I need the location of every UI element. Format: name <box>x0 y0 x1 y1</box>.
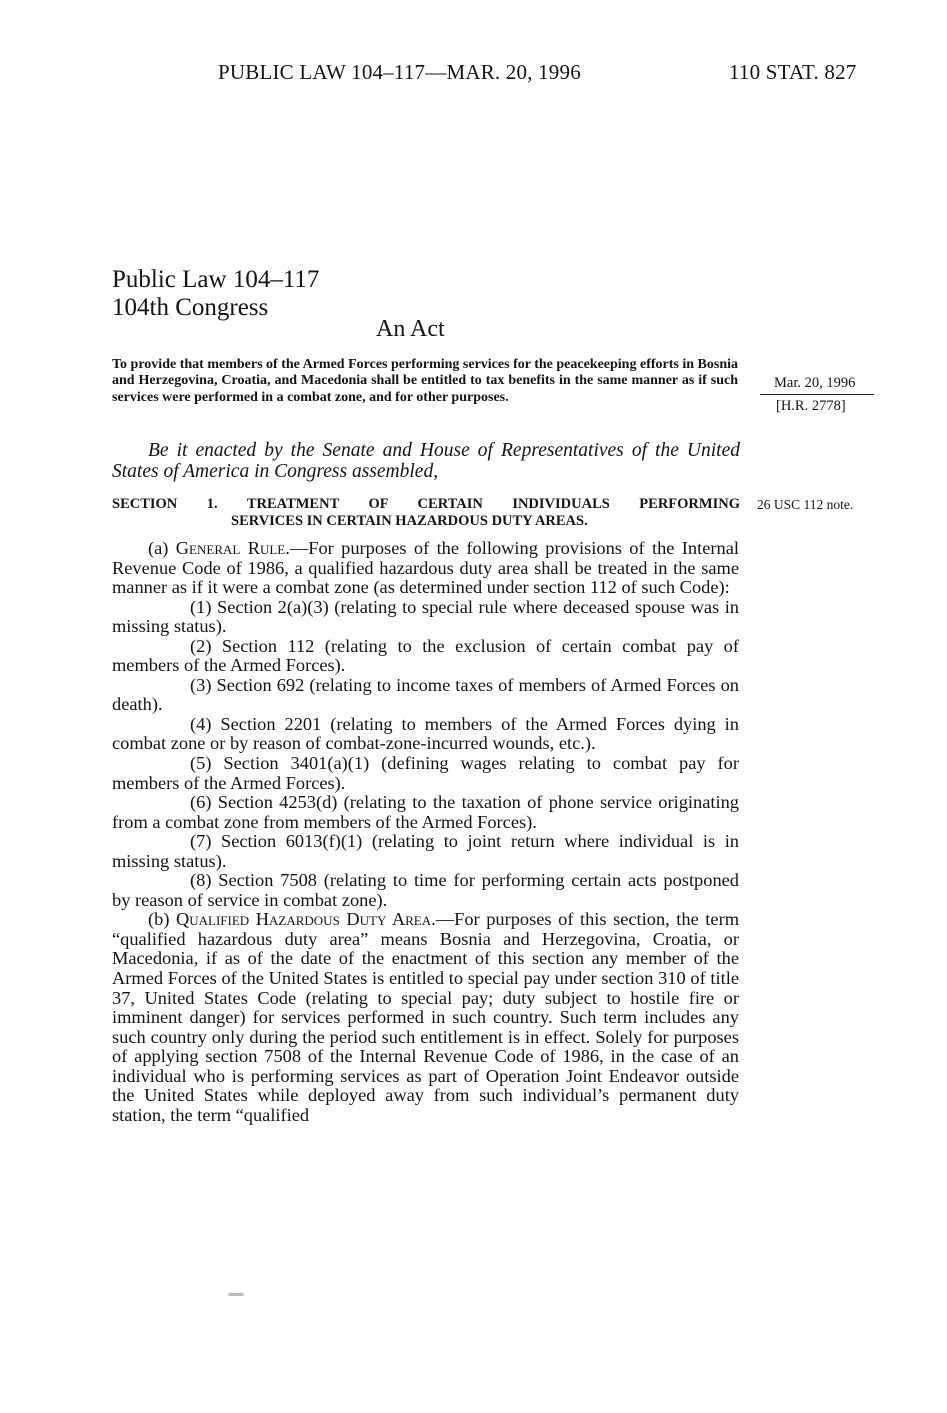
section-heading <box>112 496 740 530</box>
margin-note-usc: 26 USC 112 note. <box>757 497 854 512</box>
section-body <box>112 539 739 1125</box>
subsection-b-text: —For purposes of this section, the term “qualified hazardous duty area” means Bosnia and Herzegovina, Croatia, or Macedonia, if as of the date of the enactment of this section any member of the Armed Forces of the United States is entitled to special pay under section 310 of title 37, United States Code (relating to special pay; duty subject to hostile fire or imminent danger) for services performed in such country. Such term includes any such country only during the period such entitlement is in effect. Solely for purposes of applying section 7508 of the Internal Revenue Code of 1986, in the case of an individual who is performing services as part of Operation Joint Endeavor outside the United States while deployed away from such individual’s permanent duty station, the term “qualified <box>112 909 740 1125</box>
margin-note-date: Mar. 20, 1996 <box>774 375 856 391</box>
subsection-b <box>112 910 739 1125</box>
section-heading-line2: SERVICES IN CERTAIN HAZARDOUS DUTY AREAS. <box>231 513 588 529</box>
paragraph-3: (3) Section 692 (relating to income taxes of members of Armed Forces on death). <box>112 674 739 715</box>
section-heading-line1: SECTION 1. TREATMENT OF CERTAIN INDIVIDUALS PERFORMING <box>112 496 740 512</box>
act-heading: An Act <box>376 316 445 342</box>
subsection-a <box>112 539 739 598</box>
margin-note-divider <box>760 394 874 395</box>
paragraph-7: (7) Section 6013(f)(1) (relating to joint return where individual is in missing status). <box>112 831 739 871</box>
public-law-number: Public Law 104–117 <box>112 266 320 293</box>
long-title: To provide that members of the Armed Forces performing services for the peacekeeping efforts in Bosnia and Herzegovina, Croatia, and Macedonia shall be entitled to tax benefits in the same manner as if such services were performed in a combat zone, and for other purposes. <box>112 357 738 405</box>
paragraph-2: (2) Section 112 (relating to the exclusion of certain combat pay of members of the Armed Forces). <box>112 635 739 676</box>
running-header-page: 110 STAT. 827 <box>729 60 857 84</box>
subsection-a-caption: General Rule. <box>175 538 290 558</box>
margin-note-bill: [H.R. 2778] <box>776 398 846 414</box>
paragraph-6: (6) Section 4253(d) (relating to the taxation of phone service originating from a combat zone from members of the Armed Forces). <box>112 792 739 832</box>
subsection-a-text: —For purposes of the following provisions of the Internal Revenue Code of 1986, a qualified hazardous duty area shall be treated in the same manner as if it were a combat zone (as determined under section 112 of such Code): <box>112 538 739 598</box>
paragraph-4: (4) Section 2201 (relating to members of the Armed Forces dying in combat zone or by reason of combat-zone-incurred wounds, etc.). <box>112 713 739 754</box>
paragraph-5: (5) Section 3401(a)(1) (defining wages relating to combat pay for members of the Armed Forces). <box>112 753 739 793</box>
subsection-b-label: (b) <box>148 909 176 930</box>
subsection-b-caption: Qualified Hazardous Duty Area. <box>175 909 436 930</box>
enacting-clause: Be it enacted by the Senate and House of Representatives of the United States of America in Congress assembled, <box>112 440 740 482</box>
scan-smudge <box>228 1293 244 1296</box>
running-header-citation: PUBLIC LAW 104–117—MAR. 20, 1996 <box>218 60 581 84</box>
subsection-a-label: (a) <box>148 538 176 558</box>
congress-number: 104th Congress <box>112 294 269 321</box>
paragraph-8: (8) Section 7508 (relating to time for performing certain acts postponed by reason of service in combat zone). <box>112 870 739 910</box>
paragraph-1: (1) Section 2(a)(3) (relating to special rule where deceased spouse was in missing status). <box>112 596 739 637</box>
